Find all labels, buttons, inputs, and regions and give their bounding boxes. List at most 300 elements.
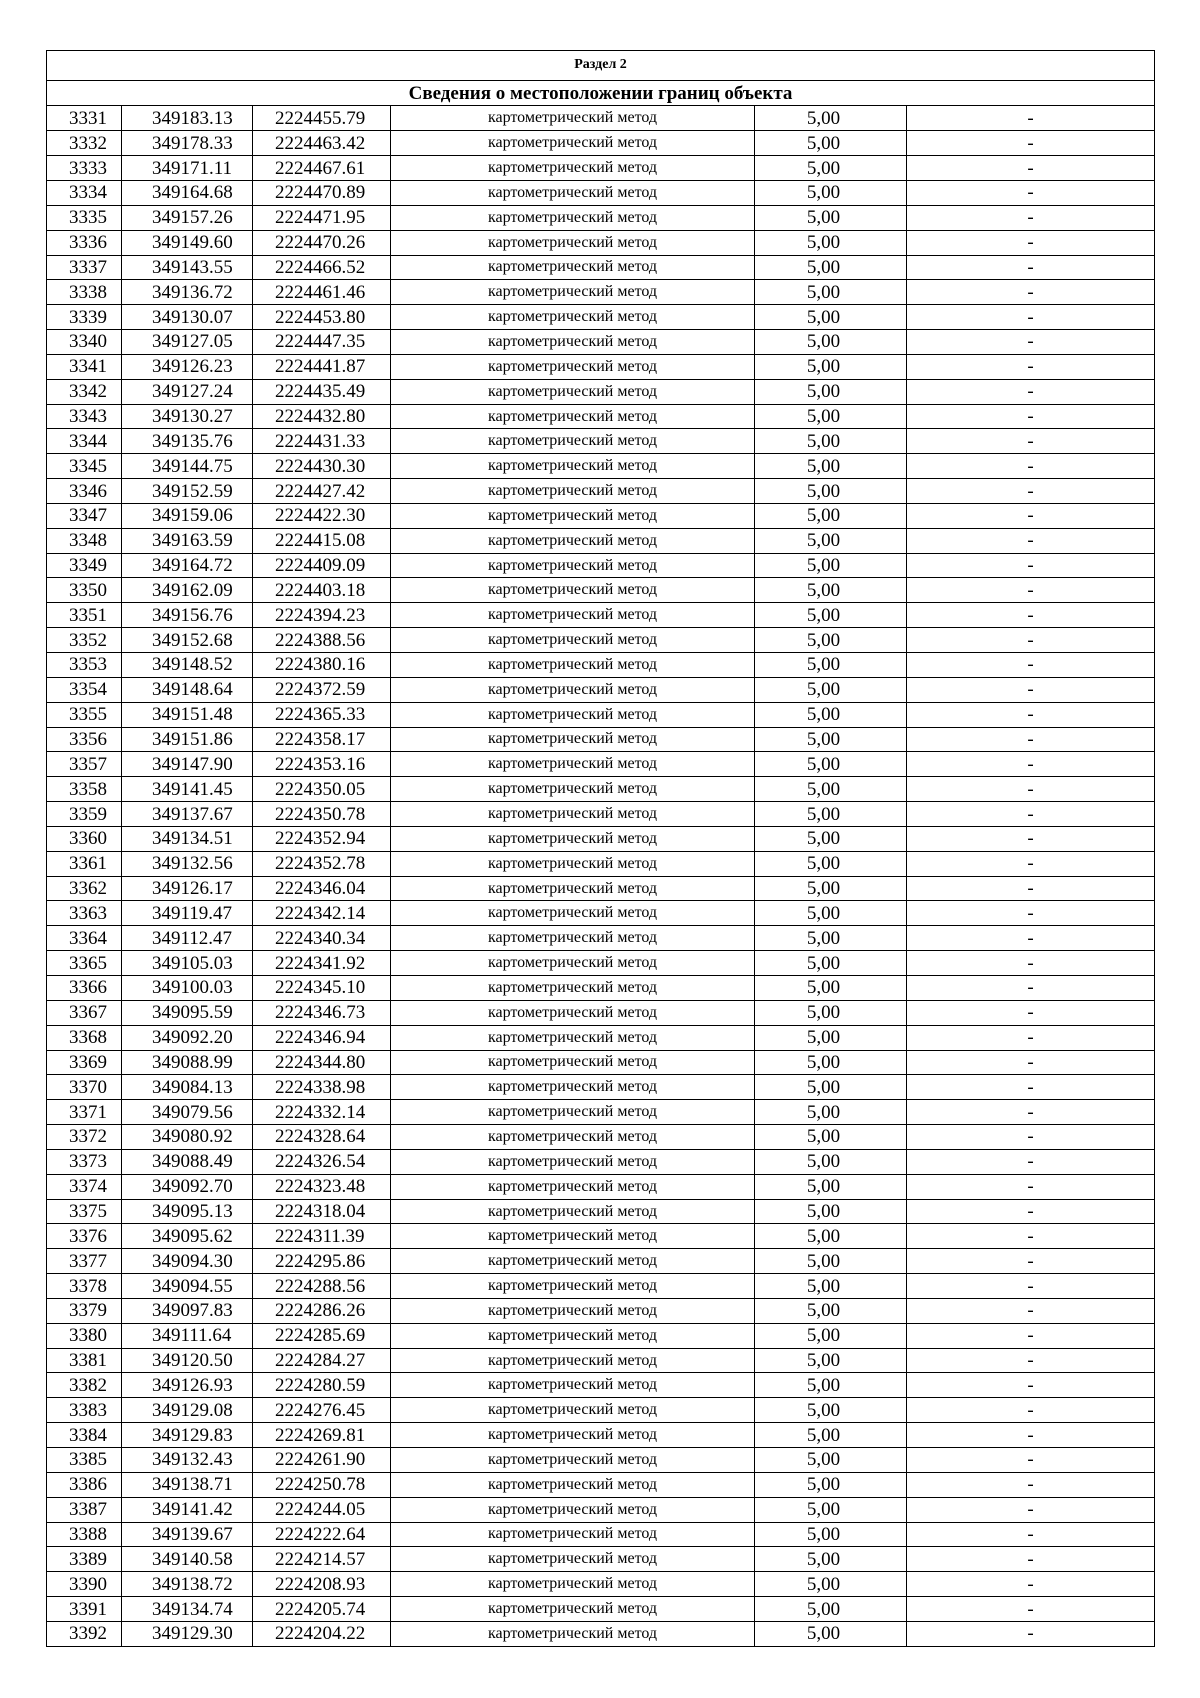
x-coordinate-cell: 349126.17 — [122, 876, 253, 901]
description-cell: - — [907, 454, 1155, 479]
y-coordinate-cell: 2224346.04 — [253, 876, 391, 901]
precision-cell: 5,00 — [755, 305, 907, 330]
precision-cell: 5,00 — [755, 826, 907, 851]
precision-cell: 5,00 — [755, 677, 907, 702]
point-number-cell: 3356 — [47, 727, 122, 752]
y-coordinate-cell: 2224394.23 — [253, 603, 391, 628]
description-cell: - — [907, 503, 1155, 528]
table-row — [47, 429, 1155, 454]
description-cell: - — [907, 1050, 1155, 1075]
point-number-cell: 3373 — [47, 1149, 122, 1174]
precision-cell: 5,00 — [755, 354, 907, 379]
section-label: Раздел 2 — [47, 51, 1155, 81]
precision-cell: 5,00 — [755, 851, 907, 876]
x-coordinate-cell: 349127.24 — [122, 379, 253, 404]
precision-cell: 5,00 — [755, 280, 907, 305]
x-coordinate-cell: 349151.86 — [122, 727, 253, 752]
description-cell: - — [907, 1621, 1155, 1646]
precision-cell: 5,00 — [755, 454, 907, 479]
method-cell: картометрический метод — [391, 230, 755, 255]
y-coordinate-cell: 2224430.30 — [253, 454, 391, 479]
point-number-cell: 3391 — [47, 1597, 122, 1622]
precision-cell: 5,00 — [755, 1149, 907, 1174]
description-cell: - — [907, 702, 1155, 727]
x-coordinate-cell: 349136.72 — [122, 280, 253, 305]
table-row — [47, 1472, 1155, 1497]
point-number-cell: 3361 — [47, 851, 122, 876]
precision-cell: 5,00 — [755, 727, 907, 752]
point-number-cell: 3363 — [47, 901, 122, 926]
x-coordinate-cell: 349138.71 — [122, 1472, 253, 1497]
table-row — [47, 528, 1155, 553]
table-row — [47, 1448, 1155, 1473]
precision-cell: 5,00 — [755, 1100, 907, 1125]
description-cell: - — [907, 653, 1155, 678]
x-coordinate-cell: 349178.33 — [122, 131, 253, 156]
description-cell: - — [907, 628, 1155, 653]
precision-cell: 5,00 — [755, 1497, 907, 1522]
table-row — [47, 230, 1155, 255]
y-coordinate-cell: 2224340.34 — [253, 926, 391, 951]
y-coordinate-cell: 2224388.56 — [253, 628, 391, 653]
point-number-cell: 3388 — [47, 1522, 122, 1547]
precision-cell: 5,00 — [755, 752, 907, 777]
y-coordinate-cell: 2224261.90 — [253, 1448, 391, 1473]
description-cell: - — [907, 603, 1155, 628]
description-cell: - — [907, 205, 1155, 230]
y-coordinate-cell: 2224344.80 — [253, 1050, 391, 1075]
method-cell: картометрический метод — [391, 1000, 755, 1025]
description-cell: - — [907, 379, 1155, 404]
precision-cell: 5,00 — [755, 777, 907, 802]
x-coordinate-cell: 349163.59 — [122, 528, 253, 553]
point-number-cell: 3338 — [47, 280, 122, 305]
method-cell: картометрический метод — [391, 777, 755, 802]
method-cell: картометрический метод — [391, 975, 755, 1000]
point-number-cell: 3380 — [47, 1323, 122, 1348]
x-coordinate-cell: 349111.64 — [122, 1323, 253, 1348]
y-coordinate-cell: 2224208.93 — [253, 1572, 391, 1597]
description-cell: - — [907, 404, 1155, 429]
description-cell: - — [907, 826, 1155, 851]
method-cell: картометрический метод — [391, 156, 755, 181]
y-coordinate-cell: 2224447.35 — [253, 330, 391, 355]
precision-cell: 5,00 — [755, 975, 907, 1000]
point-number-cell: 3351 — [47, 603, 122, 628]
description-cell: - — [907, 1323, 1155, 1348]
method-cell: картометрический метод — [391, 255, 755, 280]
precision-cell: 5,00 — [755, 255, 907, 280]
method-cell: картометрический метод — [391, 876, 755, 901]
point-number-cell: 3385 — [47, 1448, 122, 1473]
point-number-cell: 3369 — [47, 1050, 122, 1075]
y-coordinate-cell: 2224250.78 — [253, 1472, 391, 1497]
description-cell: - — [907, 131, 1155, 156]
method-cell: картометрический метод — [391, 404, 755, 429]
y-coordinate-cell: 2224286.26 — [253, 1298, 391, 1323]
precision-cell: 5,00 — [755, 1547, 907, 1572]
precision-cell: 5,00 — [755, 1373, 907, 1398]
method-cell: картометрический метод — [391, 826, 755, 851]
y-coordinate-cell: 2224352.94 — [253, 826, 391, 851]
point-number-cell: 3378 — [47, 1274, 122, 1299]
table-row — [47, 1323, 1155, 1348]
x-coordinate-cell: 349159.06 — [122, 503, 253, 528]
x-coordinate-cell: 349105.03 — [122, 951, 253, 976]
y-coordinate-cell: 2224328.64 — [253, 1125, 391, 1150]
point-number-cell: 3374 — [47, 1174, 122, 1199]
x-coordinate-cell: 349152.68 — [122, 628, 253, 653]
x-coordinate-cell: 349092.70 — [122, 1174, 253, 1199]
method-cell: картометрический метод — [391, 851, 755, 876]
x-coordinate-cell: 349080.92 — [122, 1125, 253, 1150]
y-coordinate-cell: 2224470.89 — [253, 180, 391, 205]
table-row — [47, 1000, 1155, 1025]
table-row — [47, 1274, 1155, 1299]
table-row — [47, 1199, 1155, 1224]
y-coordinate-cell: 2224432.80 — [253, 404, 391, 429]
method-cell: картометрический метод — [391, 802, 755, 827]
description-cell: - — [907, 802, 1155, 827]
point-number-cell: 3379 — [47, 1298, 122, 1323]
description-cell: - — [907, 1522, 1155, 1547]
precision-cell: 5,00 — [755, 1075, 907, 1100]
y-coordinate-cell: 2224244.05 — [253, 1497, 391, 1522]
method-cell: картометрический метод — [391, 628, 755, 653]
precision-cell: 5,00 — [755, 1572, 907, 1597]
y-coordinate-cell: 2224346.94 — [253, 1025, 391, 1050]
description-cell: - — [907, 1100, 1155, 1125]
point-number-cell: 3359 — [47, 802, 122, 827]
point-number-cell: 3341 — [47, 354, 122, 379]
x-coordinate-cell: 349092.20 — [122, 1025, 253, 1050]
precision-cell: 5,00 — [755, 653, 907, 678]
method-cell: картометрический метод — [391, 330, 755, 355]
method-cell: картометрический метод — [391, 1174, 755, 1199]
point-number-cell: 3371 — [47, 1100, 122, 1125]
point-number-cell: 3349 — [47, 553, 122, 578]
description-cell: - — [907, 876, 1155, 901]
x-coordinate-cell: 349084.13 — [122, 1075, 253, 1100]
description-cell: - — [907, 926, 1155, 951]
precision-cell: 5,00 — [755, 1472, 907, 1497]
method-cell: картометрический метод — [391, 1149, 755, 1174]
precision-cell: 5,00 — [755, 1298, 907, 1323]
point-number-cell: 3383 — [47, 1398, 122, 1423]
y-coordinate-cell: 2224353.16 — [253, 752, 391, 777]
x-coordinate-cell: 349132.56 — [122, 851, 253, 876]
precision-cell: 5,00 — [755, 926, 907, 951]
section-header-row — [47, 51, 1155, 81]
point-number-cell: 3340 — [47, 330, 122, 355]
precision-cell: 5,00 — [755, 876, 907, 901]
precision-cell: 5,00 — [755, 702, 907, 727]
precision-cell: 5,00 — [755, 802, 907, 827]
precision-cell: 5,00 — [755, 1199, 907, 1224]
y-coordinate-cell: 2224318.04 — [253, 1199, 391, 1224]
table-row — [47, 777, 1155, 802]
method-cell: картометрический метод — [391, 479, 755, 504]
table-row — [47, 479, 1155, 504]
y-coordinate-cell: 2224338.98 — [253, 1075, 391, 1100]
table-row — [47, 255, 1155, 280]
method-cell: картометрический метод — [391, 1398, 755, 1423]
point-number-cell: 3352 — [47, 628, 122, 653]
x-coordinate-cell: 349094.55 — [122, 1274, 253, 1299]
table-row — [47, 901, 1155, 926]
table-row — [47, 205, 1155, 230]
x-coordinate-cell: 349156.76 — [122, 603, 253, 628]
precision-cell: 5,00 — [755, 429, 907, 454]
method-cell: картометрический метод — [391, 106, 755, 131]
precision-cell: 5,00 — [755, 553, 907, 578]
precision-cell: 5,00 — [755, 330, 907, 355]
point-number-cell: 3335 — [47, 205, 122, 230]
section-title: Сведения о местоположении границ объекта — [47, 80, 1155, 106]
x-coordinate-cell: 349134.51 — [122, 826, 253, 851]
description-cell: - — [907, 901, 1155, 926]
y-coordinate-cell: 2224463.42 — [253, 131, 391, 156]
description-cell: - — [907, 429, 1155, 454]
description-cell: - — [907, 180, 1155, 205]
table-row — [47, 1348, 1155, 1373]
x-coordinate-cell: 349149.60 — [122, 230, 253, 255]
x-coordinate-cell: 349088.99 — [122, 1050, 253, 1075]
table-row — [47, 404, 1155, 429]
x-coordinate-cell: 349126.23 — [122, 354, 253, 379]
table-row — [47, 1249, 1155, 1274]
precision-cell: 5,00 — [755, 628, 907, 653]
table-row — [47, 578, 1155, 603]
method-cell: картометрический метод — [391, 1199, 755, 1224]
point-number-cell: 3392 — [47, 1621, 122, 1646]
point-number-cell: 3367 — [47, 1000, 122, 1025]
table-row — [47, 1423, 1155, 1448]
description-cell: - — [907, 1348, 1155, 1373]
point-number-cell: 3389 — [47, 1547, 122, 1572]
description-cell: - — [907, 479, 1155, 504]
x-coordinate-cell: 349141.45 — [122, 777, 253, 802]
x-coordinate-cell: 349141.42 — [122, 1497, 253, 1522]
table-row — [47, 1597, 1155, 1622]
table-row — [47, 305, 1155, 330]
description-cell: - — [907, 1497, 1155, 1522]
description-cell: - — [907, 280, 1155, 305]
x-coordinate-cell: 349097.83 — [122, 1298, 253, 1323]
x-coordinate-cell: 349139.67 — [122, 1522, 253, 1547]
table-row — [47, 851, 1155, 876]
method-cell: картометрический метод — [391, 180, 755, 205]
point-number-cell: 3381 — [47, 1348, 122, 1373]
y-coordinate-cell: 2224341.92 — [253, 951, 391, 976]
precision-cell: 5,00 — [755, 1522, 907, 1547]
y-coordinate-cell: 2224403.18 — [253, 578, 391, 603]
description-cell: - — [907, 230, 1155, 255]
y-coordinate-cell: 2224427.42 — [253, 479, 391, 504]
point-number-cell: 3360 — [47, 826, 122, 851]
method-cell: картометрический метод — [391, 702, 755, 727]
precision-cell: 5,00 — [755, 106, 907, 131]
point-number-cell: 3372 — [47, 1125, 122, 1150]
table-row — [47, 1547, 1155, 1572]
y-coordinate-cell: 2224205.74 — [253, 1597, 391, 1622]
table-row — [47, 1075, 1155, 1100]
method-cell: картометрический метод — [391, 1125, 755, 1150]
table-row — [47, 951, 1155, 976]
table-row — [47, 1522, 1155, 1547]
method-cell: картометрический метод — [391, 951, 755, 976]
x-coordinate-cell: 349132.43 — [122, 1448, 253, 1473]
method-cell: картометрический метод — [391, 1547, 755, 1572]
y-coordinate-cell: 2224284.27 — [253, 1348, 391, 1373]
point-number-cell: 3358 — [47, 777, 122, 802]
point-number-cell: 3377 — [47, 1249, 122, 1274]
x-coordinate-cell: 349134.74 — [122, 1597, 253, 1622]
precision-cell: 5,00 — [755, 603, 907, 628]
method-cell: картометрический метод — [391, 1621, 755, 1646]
description-cell: - — [907, 553, 1155, 578]
method-cell: картометрический метод — [391, 677, 755, 702]
description-cell: - — [907, 851, 1155, 876]
x-coordinate-cell: 349129.83 — [122, 1423, 253, 1448]
table-row — [47, 1572, 1155, 1597]
y-coordinate-cell: 2224470.26 — [253, 230, 391, 255]
y-coordinate-cell: 2224346.73 — [253, 1000, 391, 1025]
y-coordinate-cell: 2224365.33 — [253, 702, 391, 727]
point-number-cell: 3339 — [47, 305, 122, 330]
table-row — [47, 379, 1155, 404]
precision-cell: 5,00 — [755, 1274, 907, 1299]
x-coordinate-cell: 349094.30 — [122, 1249, 253, 1274]
x-coordinate-cell: 349171.11 — [122, 156, 253, 181]
point-number-cell: 3350 — [47, 578, 122, 603]
x-coordinate-cell: 349095.59 — [122, 1000, 253, 1025]
x-coordinate-cell: 349138.72 — [122, 1572, 253, 1597]
x-coordinate-cell: 349095.62 — [122, 1224, 253, 1249]
precision-cell: 5,00 — [755, 901, 907, 926]
method-cell: картометрический метод — [391, 1075, 755, 1100]
y-coordinate-cell: 2224435.49 — [253, 379, 391, 404]
description-cell: - — [907, 1224, 1155, 1249]
precision-cell: 5,00 — [755, 951, 907, 976]
x-coordinate-cell: 349164.68 — [122, 180, 253, 205]
y-coordinate-cell: 2224350.78 — [253, 802, 391, 827]
point-number-cell: 3387 — [47, 1497, 122, 1522]
description-cell: - — [907, 1472, 1155, 1497]
method-cell: картометрический метод — [391, 1050, 755, 1075]
point-number-cell: 3343 — [47, 404, 122, 429]
method-cell: картометрический метод — [391, 1597, 755, 1622]
y-coordinate-cell: 2224280.59 — [253, 1373, 391, 1398]
point-number-cell: 3376 — [47, 1224, 122, 1249]
method-cell: картометрический метод — [391, 901, 755, 926]
table-row — [47, 1373, 1155, 1398]
precision-cell: 5,00 — [755, 1224, 907, 1249]
point-number-cell: 3337 — [47, 255, 122, 280]
description-cell: - — [907, 1025, 1155, 1050]
description-cell: - — [907, 1125, 1155, 1150]
method-cell: картометрический метод — [391, 1373, 755, 1398]
precision-cell: 5,00 — [755, 578, 907, 603]
table-row — [47, 628, 1155, 653]
y-coordinate-cell: 2224467.61 — [253, 156, 391, 181]
x-coordinate-cell: 349130.27 — [122, 404, 253, 429]
table-row — [47, 503, 1155, 528]
method-cell: картометрический метод — [391, 305, 755, 330]
table-row — [47, 330, 1155, 355]
precision-cell: 5,00 — [755, 230, 907, 255]
table-row — [47, 752, 1155, 777]
precision-cell: 5,00 — [755, 131, 907, 156]
table-row — [47, 653, 1155, 678]
method-cell: картометрический метод — [391, 727, 755, 752]
method-cell: картометрический метод — [391, 379, 755, 404]
method-cell: картометрический метод — [391, 926, 755, 951]
y-coordinate-cell: 2224345.10 — [253, 975, 391, 1000]
description-cell: - — [907, 1149, 1155, 1174]
table-row — [47, 454, 1155, 479]
description-cell: - — [907, 1448, 1155, 1473]
y-coordinate-cell: 2224323.48 — [253, 1174, 391, 1199]
table-row — [47, 1149, 1155, 1174]
method-cell: картометрический метод — [391, 429, 755, 454]
method-cell: картометрический метод — [391, 578, 755, 603]
description-cell: - — [907, 1373, 1155, 1398]
method-cell: картометрический метод — [391, 1323, 755, 1348]
point-number-cell: 3365 — [47, 951, 122, 976]
method-cell: картометрический метод — [391, 1100, 755, 1125]
precision-cell: 5,00 — [755, 1398, 907, 1423]
table-row — [47, 1497, 1155, 1522]
y-coordinate-cell: 2224285.69 — [253, 1323, 391, 1348]
x-coordinate-cell: 349126.93 — [122, 1373, 253, 1398]
x-coordinate-cell: 349079.56 — [122, 1100, 253, 1125]
method-cell: картометрический метод — [391, 1497, 755, 1522]
y-coordinate-cell: 2224352.78 — [253, 851, 391, 876]
y-coordinate-cell: 2224409.09 — [253, 553, 391, 578]
table-row — [47, 802, 1155, 827]
description-cell: - — [907, 1597, 1155, 1622]
description-cell: - — [907, 1572, 1155, 1597]
precision-cell: 5,00 — [755, 1025, 907, 1050]
precision-cell: 5,00 — [755, 1597, 907, 1622]
x-coordinate-cell: 349151.48 — [122, 702, 253, 727]
description-cell: - — [907, 255, 1155, 280]
precision-cell: 5,00 — [755, 156, 907, 181]
precision-cell: 5,00 — [755, 1125, 907, 1150]
precision-cell: 5,00 — [755, 1621, 907, 1646]
y-coordinate-cell: 2224431.33 — [253, 429, 391, 454]
description-cell: - — [907, 777, 1155, 802]
y-coordinate-cell: 2224358.17 — [253, 727, 391, 752]
method-cell: картометрический метод — [391, 1298, 755, 1323]
description-cell: - — [907, 727, 1155, 752]
point-number-cell: 3384 — [47, 1423, 122, 1448]
method-cell: картометрический метод — [391, 752, 755, 777]
x-coordinate-cell: 349144.75 — [122, 454, 253, 479]
precision-cell: 5,00 — [755, 1000, 907, 1025]
method-cell: картометрический метод — [391, 1274, 755, 1299]
description-cell: - — [907, 305, 1155, 330]
y-coordinate-cell: 2224276.45 — [253, 1398, 391, 1423]
method-cell: картометрический метод — [391, 280, 755, 305]
table-row — [47, 1100, 1155, 1125]
description-cell: - — [907, 354, 1155, 379]
description-cell: - — [907, 752, 1155, 777]
table-row — [47, 553, 1155, 578]
x-coordinate-cell: 349162.09 — [122, 578, 253, 603]
precision-cell: 5,00 — [755, 205, 907, 230]
